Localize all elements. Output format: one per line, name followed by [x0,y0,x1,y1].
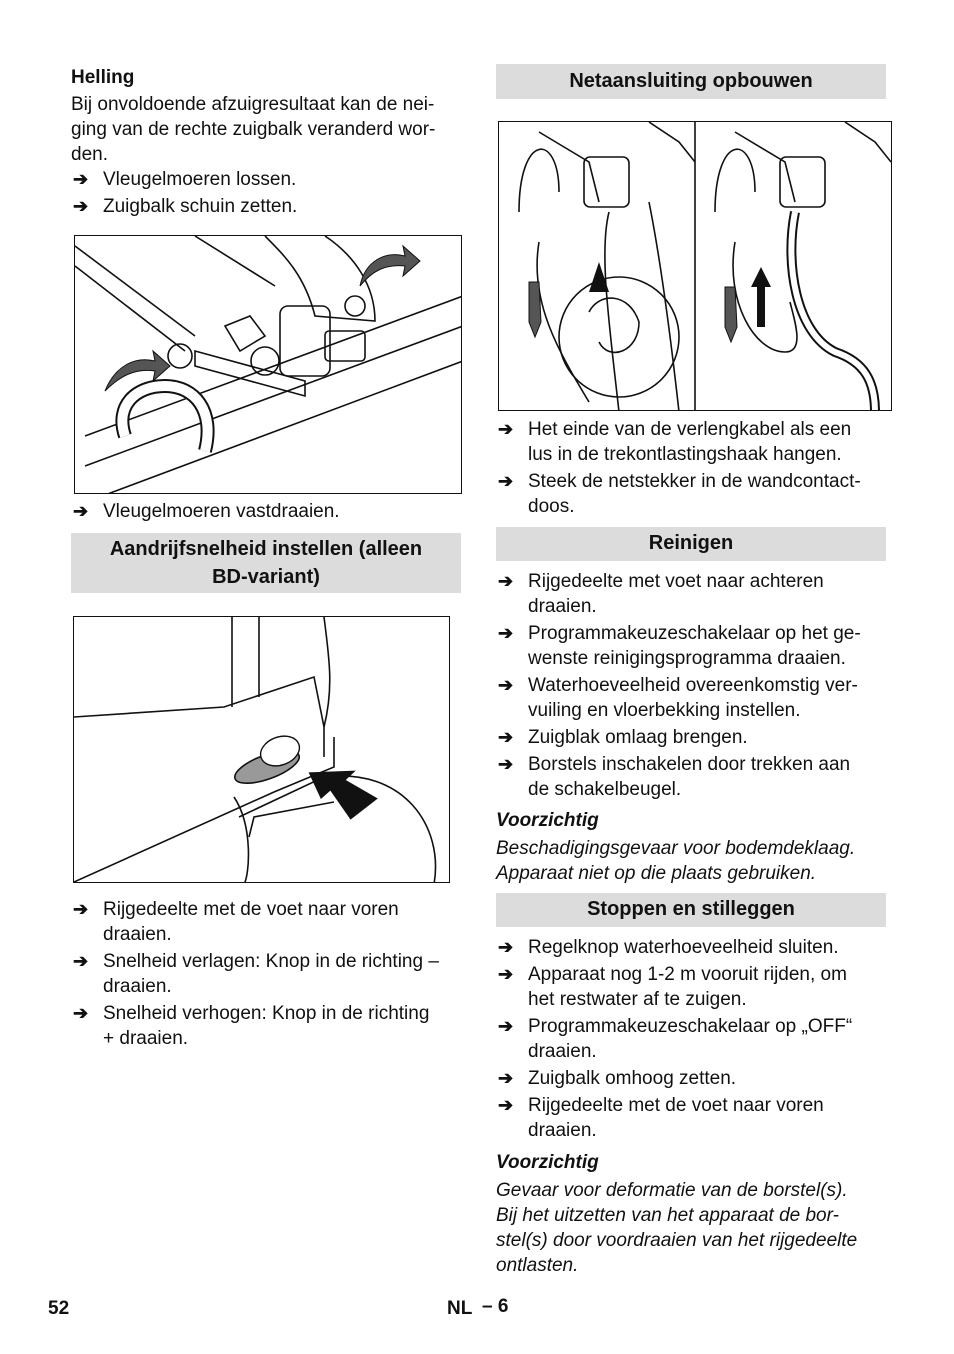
caution-heading: Voorzichtig [496,810,599,831]
stop-steps-list [496,935,896,1143]
arrow-right-icon: ➔ [73,501,89,521]
page-number: 52 [48,1298,70,1319]
mains-steps-list [496,417,896,519]
list-item: ➔ Rijgedeelte met voet naar achteren draaien. [498,571,824,617]
section-banner-speed: Aandrijfsnelheid instellen (alleen BD-variant) [71,533,461,593]
speed-knob-illustration [73,616,450,883]
section-page-number: – 6 [482,1296,509,1317]
list-item: ➔ Vleugelmoeren vastdraaien. [73,501,340,522]
caution-heading: Voorzichtig [496,1152,599,1173]
list-item: ➔ Snelheid verlagen: Knop in de richting – draaien. [73,951,439,997]
list-item: ➔ Programmakeuzeschakelaar op „OFF“ draaien. [498,1016,853,1062]
list-item: ➔ Programmakeuzeschakelaar op het ge- wenste reinigingsprogramma draaien. [498,623,861,669]
section-banner-mains: Netaansluiting opbouwen [496,64,886,99]
arrow-right-icon: ➔ [498,623,514,643]
arrow-right-icon: ➔ [73,899,89,919]
arrow-right-icon: ➔ [73,196,89,216]
helling-text-line-1: Bij onvoldoende afzuigresultaat kan de nei- [71,94,435,115]
section-banner-stop: Stoppen en stilleggen [496,893,886,927]
arrow-right-icon: ➔ [498,727,514,747]
list-item: ➔ Zuigbalk omhoog zetten. [498,1068,737,1089]
list-item: ➔ Steek de netstekker in de wandcontact- doos. [498,471,861,517]
list-item: ➔ Regelknop waterhoeveelheid sluiten. [498,937,839,958]
arrow-right-icon: ➔ [498,571,514,591]
arrow-right-icon: ➔ [498,1068,514,1088]
section-banner-clean: Reinigen [496,527,886,561]
list-item: ➔ Rijgedeelte met de voet naar voren draaien. [73,899,399,945]
arrow-right-icon: ➔ [498,964,514,984]
helling-text-line-3: den. [71,144,108,165]
list-item: ➔ Snelheid verhogen: Knop in de richting + draaien. [73,1003,430,1049]
clean-steps-list [496,569,896,802]
power-cable-illustration [498,121,892,411]
list-item: ➔ Apparaat nog 1-2 m vooruit rijden, om het restwater af te zuigen. [498,964,847,1010]
speed-steps-list [71,897,461,1051]
language-code: NL [447,1298,473,1319]
arrow-right-icon: ➔ [73,951,89,971]
caution-text-line-1: Beschadigingsgevaar voor bodemdeklaag. [496,838,856,859]
list-item: ➔ Rijgedeelte met de voet naar voren draaien. [498,1095,824,1141]
helling-text-line-2: ging van de rechte zuigbalk veranderd wor- [71,119,436,140]
helling-heading: Helling [71,67,135,88]
suction-bar-illustration [74,235,462,494]
caution-text-line-2: Apparaat niet op die plaats gebruiken. [496,863,817,884]
list-item: ➔ Zuigblak omlaag brengen. [498,727,748,748]
arrow-right-icon: ➔ [498,675,514,695]
arrow-right-icon: ➔ [498,1016,514,1036]
arrow-right-icon: ➔ [73,169,89,189]
caution-text-block: Gevaar voor deformatie van de borstel(s). Bij het uitzetten van het apparaat de bor- stel(s) door voordraaien van het rijgedeelte ontlasten. [496,1180,858,1276]
arrow-right-icon: ➔ [498,937,514,957]
arrow-right-icon: ➔ [498,754,514,774]
list-item: ➔ Vleugelmoeren lossen. [73,169,297,190]
list-item: ➔ Zuigbalk schuin zetten. [73,196,298,217]
arrow-right-icon: ➔ [498,471,514,491]
list-item: ➔ Borstels inschakelen door trekken aan de schakelbeugel. [498,754,851,800]
arrow-right-icon: ➔ [73,1003,89,1023]
arrow-right-icon: ➔ [498,419,514,439]
list-item: ➔ Het einde van de verlengkabel als een lus in de trekontlastingshaak hangen. [498,419,852,465]
list-item: ➔ Waterhoeveelheid overeenkomstig ver- vuiling en vloerbekking instellen. [498,675,858,721]
arrow-right-icon: ➔ [498,1095,514,1115]
